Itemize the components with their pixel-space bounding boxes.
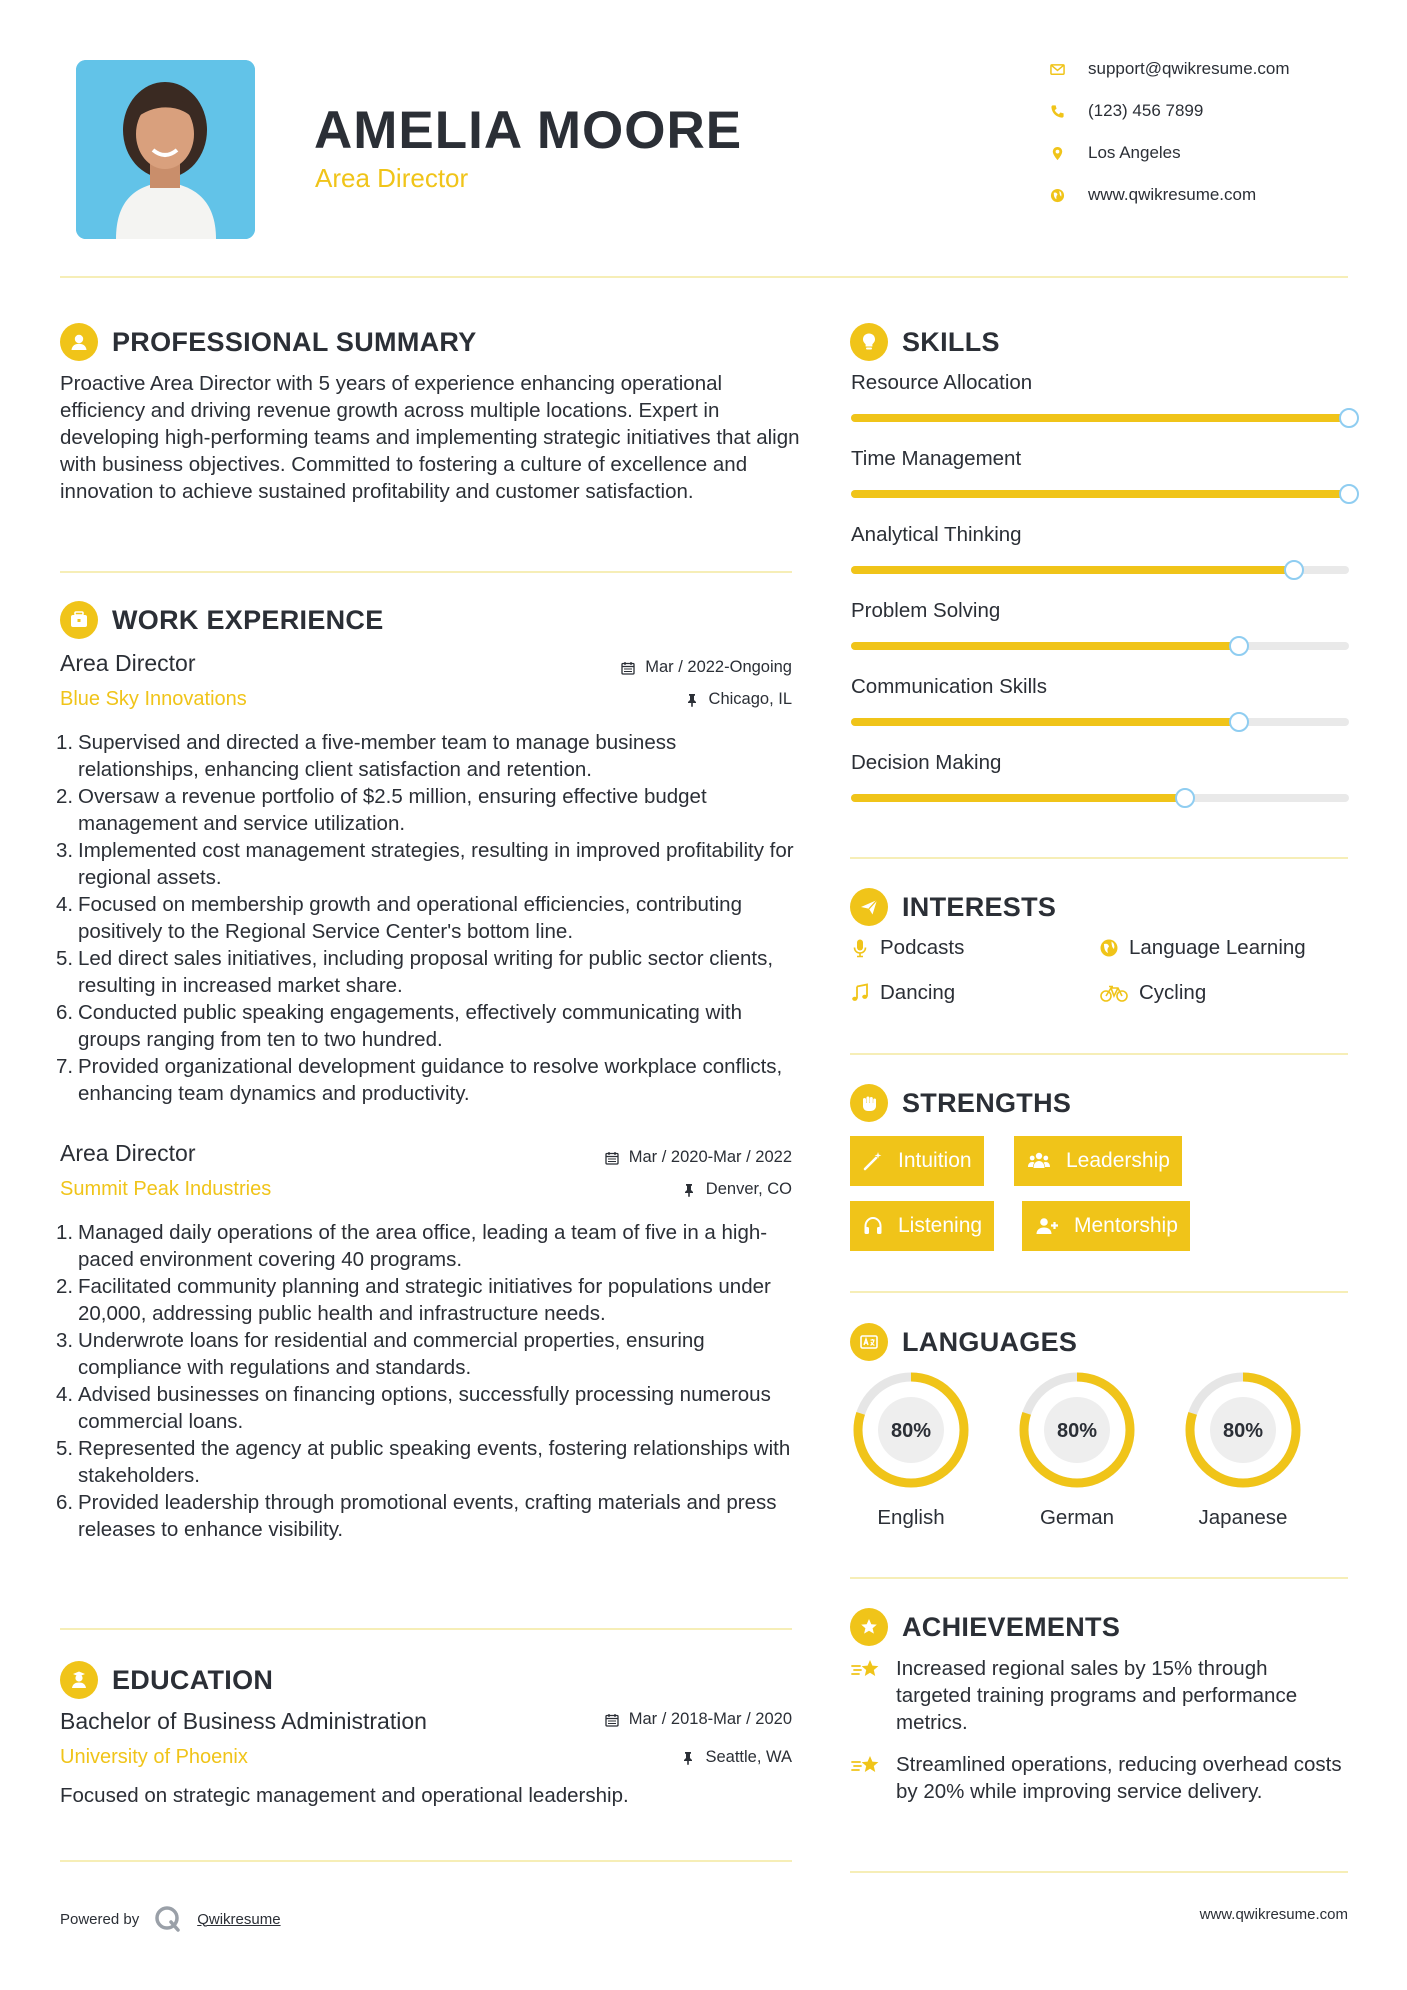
skill-track xyxy=(851,642,1349,650)
skills-title: SKILLS xyxy=(902,326,1000,357)
candidate-name: AMELIA MOORE xyxy=(314,101,743,160)
experience-title: WORK EXPERIENCE xyxy=(112,604,384,635)
map-pin-icon xyxy=(1050,146,1088,161)
experience-divider xyxy=(60,1628,792,1630)
languages-title: LANGUAGES xyxy=(902,1326,1078,1357)
strengths-heading xyxy=(850,1083,1071,1123)
language-ring xyxy=(1182,1369,1304,1491)
language-name: German xyxy=(1039,1506,1115,1529)
job-2-dates xyxy=(500,1148,792,1167)
language-percent: 80% xyxy=(1222,1420,1264,1442)
interest-podcasts-label: Podcasts xyxy=(880,936,965,959)
pushpin-icon xyxy=(681,1751,695,1765)
pushpin-icon xyxy=(685,693,699,707)
education-dates-text: Mar / 2018-Mar / 2020 xyxy=(628,1710,792,1728)
strengths-divider xyxy=(850,1291,1348,1293)
skills-divider xyxy=(850,857,1348,859)
job-2-company: Summit Peak Industries xyxy=(60,1178,272,1200)
education-location-text: Seattle, WA xyxy=(705,1748,792,1766)
qwikresume-logo-icon xyxy=(153,1904,183,1934)
calendar-icon xyxy=(605,1151,619,1165)
languages-list xyxy=(850,1369,1348,1539)
skill-label: Decision Making xyxy=(851,751,1002,774)
education-note: Focused on strategic management and operational leadership. xyxy=(60,1784,629,1807)
skill-track xyxy=(851,794,1349,802)
skill-row xyxy=(851,751,1349,775)
job-2-location xyxy=(500,1180,792,1199)
skill-row xyxy=(851,447,1349,471)
education-title: EDUCATION xyxy=(112,1664,274,1695)
list-item: 3. Underwrote loans for residential and commercial properties, ensuring compliance with regulations and standards. xyxy=(56,1329,705,1379)
job-2-bullets xyxy=(56,1219,800,1543)
list-item: 6. Conducted public speaking engagements, effectively communicating with groups ranging from ten to two hundred. xyxy=(56,1001,742,1051)
language-ring xyxy=(1016,1369,1138,1491)
skill-level-knob xyxy=(1175,788,1195,808)
skills-heading xyxy=(850,322,1000,362)
job-1-location xyxy=(500,690,792,709)
language-item xyxy=(850,1369,972,1529)
graduate-icon xyxy=(60,1661,98,1699)
interests-title: INTERESTS xyxy=(902,891,1057,922)
qwikresume-link[interactable]: Qwikresume xyxy=(197,1910,281,1928)
music-note-icon xyxy=(850,983,870,1003)
header-divider xyxy=(60,276,1348,278)
language-name: Japanese xyxy=(1198,1506,1288,1529)
skill-level-knob xyxy=(1229,712,1249,732)
strength-leadership xyxy=(1014,1136,1182,1186)
job-1-dates xyxy=(500,658,792,677)
star-badge-icon xyxy=(850,1608,888,1646)
magic-wand-icon xyxy=(862,1150,884,1172)
language-ring xyxy=(850,1369,972,1491)
job-2-bullet-5: Represented the agency at public speaking events, fostering relationships with stakeholders. xyxy=(78,1437,791,1487)
list-item: 7. Provided organizational development guidance to resolve workplace conflicts, enhancing team dynamics and productivity. xyxy=(56,1055,783,1105)
list-item: 4. Focused on membership growth and operational efficiencies, contributing positively to the Regional Service Center's bottom line. xyxy=(56,893,742,943)
skill-track xyxy=(851,490,1349,498)
language-card-icon xyxy=(850,1323,888,1361)
skill-label: Time Management xyxy=(851,447,1022,470)
skill-row xyxy=(851,523,1349,547)
list-item: 4. Advised businesses on financing options, successfully processing numerous commercial loans. xyxy=(56,1383,771,1433)
skill-level-knob xyxy=(1339,408,1359,428)
achievement-text-2: Streamlined operations, reducing overhead costs by 20% while improving service delivery. xyxy=(896,1753,1342,1803)
job-2-bullet-6: Provided leadership through promotional events, crafting materials and press releases to enhance visibility. xyxy=(78,1491,777,1541)
language-item xyxy=(1016,1369,1138,1529)
job-1-bullets xyxy=(56,729,800,1107)
footer-powered-by xyxy=(60,1904,281,1934)
job-1-bullet-2: Oversaw a revenue portfolio of $2.5 million, ensuring effective budget management and service utilization. xyxy=(78,785,707,835)
strength-listening xyxy=(850,1201,994,1251)
interest-cycling-label: Cycling xyxy=(1139,981,1207,1004)
achievements-heading xyxy=(850,1607,1120,1647)
education-degree: Bachelor of Business Administration xyxy=(60,1708,427,1734)
star-trophy-icon xyxy=(850,1655,884,1685)
lightbulb-icon xyxy=(850,323,888,361)
strength-mentorship-label: Mentorship xyxy=(1074,1214,1178,1237)
summary-text: Proactive Area Director with 5 years of experience enhancing operational efficiency and driving revenue growth across multiple locations. Expert in developing high-performing teams and implementing strategic initiatives that align with business objectives. Committed to fostering a culture of excellence and innovation to achieve sustained profitability and customer satisfaction. xyxy=(60,372,800,503)
list-item: 2. Oversaw a revenue portfolio of $2.5 million, ensuring effective budget management and service utilization. xyxy=(56,785,707,835)
skill-row xyxy=(851,675,1349,699)
education-dates xyxy=(500,1710,792,1729)
languages-heading xyxy=(850,1322,1077,1362)
summary-divider xyxy=(60,571,792,573)
calendar-icon xyxy=(621,661,635,675)
globe-icon xyxy=(1099,938,1119,958)
strength-leadership-label: Leadership xyxy=(1066,1149,1170,1172)
interest-language-learning xyxy=(1099,936,1306,960)
microphone-icon xyxy=(850,938,870,958)
list-item: 1. Managed daily operations of the area office, leading a team of five in a high-paced environment covering 40 programs. xyxy=(56,1221,768,1271)
powered-by-text: Powered by xyxy=(60,1910,140,1928)
strength-intuition xyxy=(850,1136,984,1186)
headphones-icon xyxy=(862,1215,884,1237)
footer-website[interactable]: www.qwikresume.com xyxy=(1199,1906,1348,1923)
job-1-title: Area Director xyxy=(60,650,196,676)
skill-track xyxy=(851,414,1349,422)
job-2-title: Area Director xyxy=(60,1140,196,1166)
contact-website[interactable] xyxy=(1050,183,1256,207)
job-2-bullet-3: Underwrote loans for residential and commercial properties, ensuring compliance with regulations and standards. xyxy=(78,1329,705,1379)
user-icon xyxy=(60,323,98,361)
briefcase-icon xyxy=(60,601,98,639)
interest-cycling xyxy=(1099,981,1206,1005)
skill-level-fill xyxy=(851,490,1349,498)
skill-row xyxy=(851,599,1349,623)
job-1-bullet-5: Led direct sales initiatives, including proposal writing for public sector clients, resulting in increased market share. xyxy=(78,947,774,997)
contact-website-text: www.qwikresume.com xyxy=(1088,185,1257,204)
calendar-icon xyxy=(605,1713,619,1727)
skill-label: Resource Allocation xyxy=(851,371,1033,394)
pushpin-icon xyxy=(682,1183,696,1197)
interests-divider xyxy=(850,1053,1348,1055)
interests-heading xyxy=(850,887,1056,927)
phone-icon xyxy=(1050,104,1088,119)
education-divider xyxy=(60,1860,792,1862)
list-item: 3. Implemented cost management strategies, resulting in improved profitability for regional assets. xyxy=(56,839,794,889)
skill-label: Analytical Thinking xyxy=(851,523,1022,546)
interest-dancing-label: Dancing xyxy=(880,981,956,1004)
star-trophy-icon xyxy=(850,1751,884,1781)
skill-level-fill xyxy=(851,642,1239,650)
contact-location xyxy=(1050,141,1181,165)
interest-language-learning-label: Language Learning xyxy=(1129,936,1306,959)
skill-track xyxy=(851,718,1349,726)
job-2-location-text: Denver, CO xyxy=(705,1180,792,1198)
experience-heading xyxy=(60,600,384,640)
language-percent: 80% xyxy=(1056,1420,1098,1442)
strength-mentorship xyxy=(1022,1201,1190,1251)
job-1-dates-text: Mar / 2022-Ongoing xyxy=(645,658,792,676)
skill-level-knob xyxy=(1339,484,1359,504)
skill-level-knob xyxy=(1229,636,1249,656)
list-item: 1. Supervised and directed a five-member team to manage business relationships, enhancing client satisfaction and retention. xyxy=(56,731,677,781)
list-item: 6. Provided leadership through promotional events, crafting materials and press releases to enhance visibility. xyxy=(56,1491,777,1541)
envelope-icon xyxy=(1050,62,1088,77)
education-heading xyxy=(60,1660,273,1700)
contact-location-text: Los Angeles xyxy=(1088,143,1181,162)
profile-photo xyxy=(76,60,255,239)
summary-heading xyxy=(60,322,477,362)
candidate-role: Area Director xyxy=(315,163,469,193)
language-percent: 80% xyxy=(890,1420,932,1442)
skill-label: Communication Skills xyxy=(851,675,1047,698)
fist-icon xyxy=(850,1084,888,1122)
contact-email[interactable] xyxy=(1050,57,1290,81)
language-item xyxy=(1182,1369,1304,1529)
skill-level-fill xyxy=(851,794,1185,802)
skill-row xyxy=(851,371,1349,395)
user-plus-icon xyxy=(1034,1215,1060,1237)
strength-listening-label: Listening xyxy=(898,1214,983,1237)
bicycle-icon xyxy=(1099,983,1129,1003)
job-1-location-text: Chicago, IL xyxy=(708,690,792,708)
languages-divider xyxy=(850,1577,1348,1579)
job-2-bullet-2: Facilitated community planning and strategic initiatives for populations under 20,000, addressing public health and infrastructure needs. xyxy=(78,1275,771,1325)
globe-icon xyxy=(1050,188,1088,203)
job-2-bullet-1: Managed daily operations of the area office, leading a team of five in a high-paced environment covering 40 programs. xyxy=(78,1221,768,1271)
job-2-bullet-4: Advised businesses on financing options, successfully processing numerous commercial loans. xyxy=(78,1383,771,1433)
skill-level-fill xyxy=(851,718,1239,726)
interest-podcasts xyxy=(850,936,964,960)
education-school: University of Phoenix xyxy=(60,1746,248,1768)
strengths-title: STRENGTHS xyxy=(902,1087,1072,1118)
achievements-title: ACHIEVEMENTS xyxy=(902,1611,1121,1642)
list-item: 5. Led direct sales initiatives, including proposal writing for public sector clients, resulting in increased market share. xyxy=(56,947,774,997)
paper-plane-icon xyxy=(850,888,888,926)
contact-phone-text: (123) 456 7899 xyxy=(1088,101,1204,120)
skill-label: Problem Solving xyxy=(851,599,1001,622)
skill-level-fill xyxy=(851,566,1294,574)
job-1-bullet-6: Conducted public speaking engagements, effectively communicating with groups ranging from ten to two hundred. xyxy=(78,1001,742,1051)
contact-phone[interactable] xyxy=(1050,99,1203,123)
list-item: 5. Represented the agency at public speaking events, fostering relationships with stakeholders. xyxy=(56,1437,791,1487)
education-location xyxy=(500,1748,792,1767)
achievement-item-2 xyxy=(850,1751,1348,1805)
achievement-item-1 xyxy=(850,1655,1348,1736)
contact-email-text: support@qwikresume.com xyxy=(1088,59,1290,78)
strength-intuition-label: Intuition xyxy=(898,1149,972,1172)
achievements-divider xyxy=(850,1871,1348,1873)
job-1-bullet-4: Focused on membership growth and operational efficiencies, contributing positively to the Regional Service Center's bottom line. xyxy=(78,893,742,943)
job-1-bullet-7: Provided organizational development guidance to resolve workplace conflicts, enhancing team dynamics and productivity. xyxy=(78,1055,783,1105)
portrait-image xyxy=(76,60,255,239)
job-1-bullet-3: Implemented cost management strategies, resulting in improved profitability for regional assets. xyxy=(78,839,794,889)
users-icon xyxy=(1026,1150,1052,1172)
summary-title: PROFESSIONAL SUMMARY xyxy=(112,326,477,357)
skill-track xyxy=(851,566,1349,574)
job-1-company: Blue Sky Innovations xyxy=(60,688,247,710)
achievement-text-1: Increased regional sales by 15% through targeted training programs and performance metrics. xyxy=(896,1657,1298,1734)
skill-level-fill xyxy=(851,414,1349,422)
job-1-bullet-1: Supervised and directed a five-member team to manage business relationships, enhancing client satisfaction and retention. xyxy=(78,731,677,781)
skill-level-knob xyxy=(1284,560,1304,580)
interest-dancing xyxy=(850,981,955,1005)
language-name: English xyxy=(877,1506,945,1529)
list-item: 2. Facilitated community planning and strategic initiatives for populations under 20,000, addressing public health and infrastructure needs. xyxy=(56,1275,771,1325)
job-2-dates-text: Mar / 2020-Mar / 2022 xyxy=(628,1148,792,1166)
